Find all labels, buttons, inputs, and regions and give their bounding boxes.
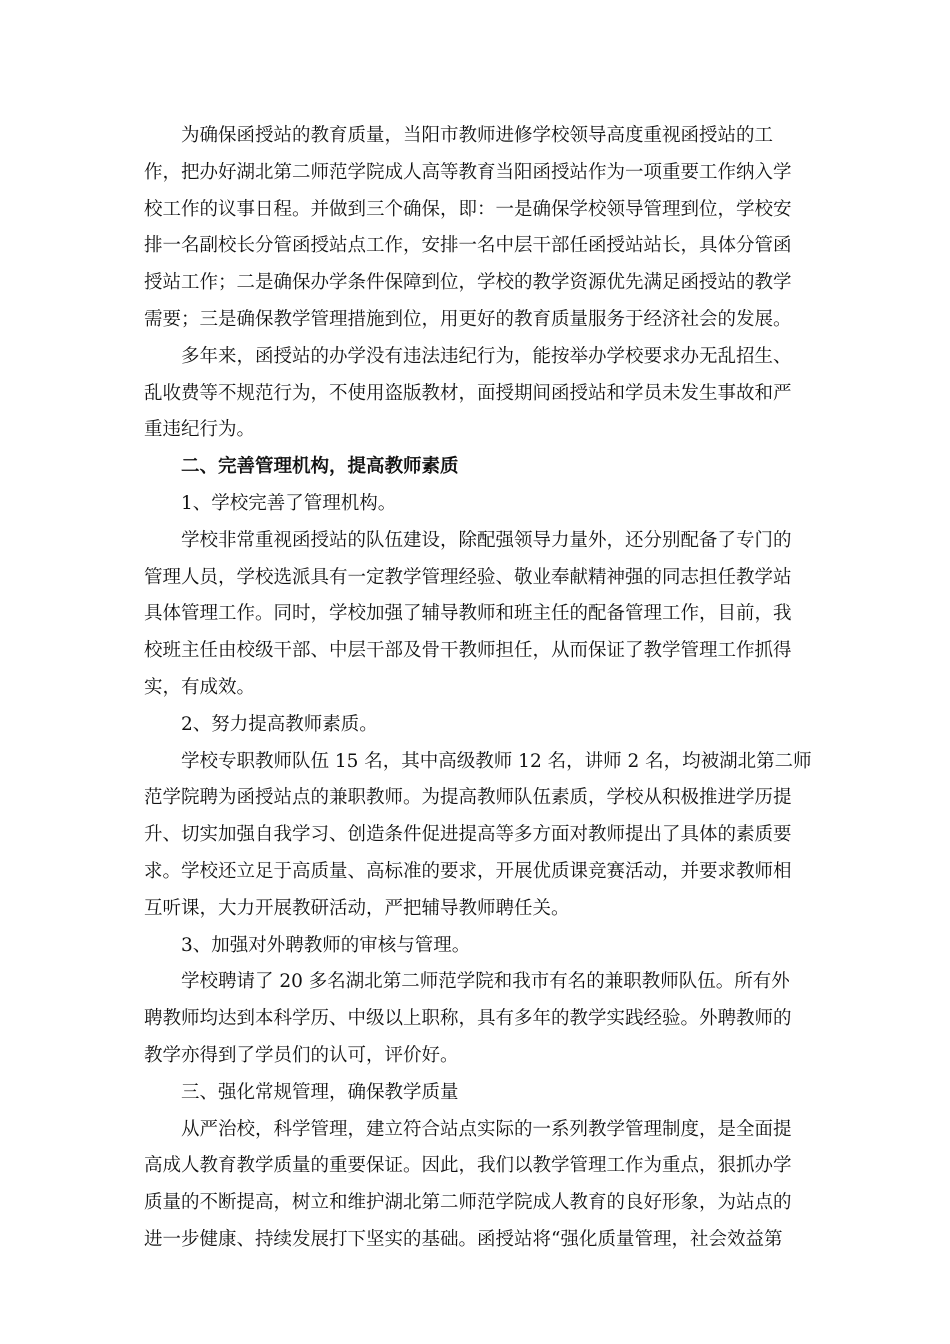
subsection-heading: 2、努力提高教师素质。 — [181, 713, 378, 735]
paragraph-line: 排一名副校长分管函授站点工作，安排一名中层干部任函授站站长，具体分管函 — [144, 235, 792, 257]
paragraph-line: 学校聘请了 20 多名湖北第二师范学院和我市有名的兼职教师队伍。所有外 — [181, 971, 790, 993]
paragraph-line: 学校非常重视函授站的队伍建设，除配强领导力量外，还分别配备了专门的 — [181, 529, 792, 551]
paragraph-line: 升、切实加强自我学习、创造条件促进提高等多方面对教师提出了具体的素质要 — [144, 824, 792, 846]
paragraph-line: 具体管理工作。同时，学校加强了辅导教师和班主任的配备管理工作，目前，我 — [144, 603, 792, 625]
subsection-heading: 1、学校完善了管理机构。 — [181, 492, 397, 514]
paragraph-line: 需要；三是确保教学管理措施到位，用更好的教育质量服务于经济社会的发展。 — [144, 308, 792, 330]
paragraph-line: 互听课，大力开展教研活动，严把辅导教师聘任关。 — [144, 897, 570, 919]
paragraph-line: 管理人员，学校选派具有一定教学管理经验、敬业奉献精神强的同志担任教学站 — [144, 566, 792, 588]
paragraph-line: 学校专职教师队伍 15 名，其中高级教师 12 名，讲师 2 名，均被湖北第二师 — [181, 750, 812, 772]
paragraph-line: 校工作的议事日程。并做到三个确保，即：一是确保学校领导管理到位，学校安 — [144, 198, 792, 220]
paragraph-line: 进一步健康、持续发展打下坚实的基础。函授站将“强化质量管理，社会效益第 — [144, 1228, 783, 1250]
section-heading: 二、完善管理机构，提高教师素质 — [181, 456, 459, 478]
paragraph-line: 乱收费等不规范行为，不使用盗版教材，面授期间函授站和学员未发生事故和严 — [144, 382, 792, 404]
paragraph-line: 求。学校还立足于高质量、高标准的要求，开展优质课竞赛活动，并要求教师相 — [144, 860, 792, 882]
paragraph-line: 校班主任由校级干部、中层干部及骨干教师担任，从而保证了教学管理工作抓得 — [144, 640, 792, 662]
paragraph-line: 高成人教育教学质量的重要保证。因此，我们以教学管理工作为重点，狠抓办学 — [144, 1155, 792, 1177]
paragraph-line: 多年来，函授站的办学没有违法违纪行为，能按举办学校要求办无乱招生、 — [181, 345, 792, 367]
paragraph-line: 重违纪行为。 — [144, 419, 256, 441]
paragraph-line: 为确保函授站的教育质量，当阳市教师进修学校领导高度重视函授站的工 — [181, 125, 774, 146]
paragraph-line: 作，把办好湖北第二师范学院成人高等教育当阳函授站作为一项重要工作纳入学 — [144, 161, 792, 183]
paragraph-line: 聘教师均达到本科学历、中级以上职称，具有多年的教学实践经验。外聘教师的 — [144, 1008, 792, 1030]
paragraph-line: 从严治校，科学管理，建立符合站点实际的一系列教学管理制度，是全面提 — [181, 1118, 792, 1140]
paragraph-line: 范学院聘为函授站点的兼职教师。为提高教师队伍素质，学校从积极推进学历提 — [144, 787, 792, 809]
section-heading: 三、强化常规管理，确保教学质量 — [181, 1081, 459, 1103]
paragraph-line: 质量的不断提高，树立和维护湖北第二师范学院成人教育的良好形象，为站点的 — [144, 1192, 792, 1214]
subsection-heading: 3、加强对外聘教师的审核与管理。 — [181, 934, 471, 956]
document-body — [144, 118, 810, 1259]
paragraph-line: 教学亦得到了学员们的认可，评价好。 — [144, 1044, 459, 1066]
paragraph-line: 实，有成效。 — [144, 676, 256, 698]
paragraph-line: 授站工作；二是确保办学条件保障到位，学校的教学资源优先满足函授站的教学 — [144, 272, 792, 294]
